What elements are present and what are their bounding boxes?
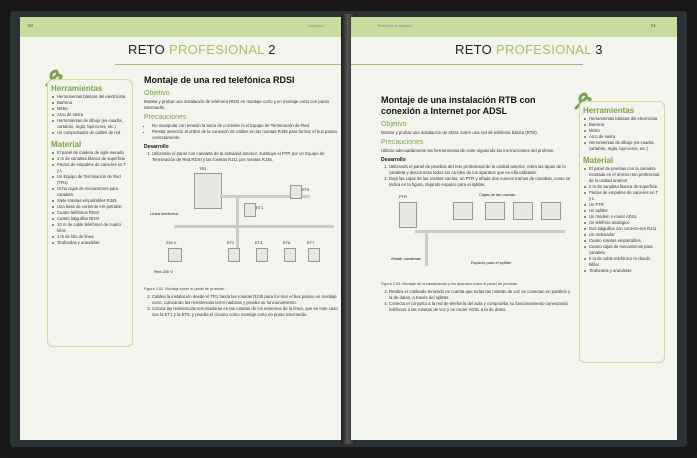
material-title: Material <box>51 140 82 149</box>
steps-list <box>381 164 571 188</box>
heading-rule <box>351 64 583 65</box>
material-item: Una base de corriente em-potrable <box>51 204 129 210</box>
material-list <box>583 166 661 274</box>
right-main-content <box>381 95 571 315</box>
herramientas-item: Herramientas de dibujo (es-cuadra, cartabón, regla, lapi-ceros, etc.) <box>583 140 661 152</box>
precauciones-title: Precauciones <box>144 114 187 121</box>
channel <box>174 225 334 228</box>
espacio-label: Espacio para el splitter <box>471 260 512 265</box>
cajas-label: Cajas de las rosetas <box>479 192 516 197</box>
material-item: 10 m de cable telefónico de cuatro hilos <box>51 222 129 234</box>
ptr-box <box>399 202 417 228</box>
reto-heading: RETO PROFESIONAL 3 <box>455 42 603 57</box>
et7-box <box>308 248 320 262</box>
desarrollo-title: Desarrollo <box>381 157 406 163</box>
material-item: El panel de madera de aglo-merado <box>51 150 129 156</box>
figure-diagram <box>144 165 340 285</box>
figure-caption: Figura 2.63. Montaje de la canalización y los aparatos sobre el panel de pruebas. <box>381 282 518 286</box>
right-page <box>351 17 677 440</box>
material-item: Un PTR <box>583 202 661 208</box>
herramientas-item: Herramientas básicas del electricista <box>51 94 129 100</box>
red230-label: Red 230 V <box>154 269 173 274</box>
page-title: Montaje de una red telefónica RDSI <box>144 75 295 85</box>
et1-box <box>244 203 256 217</box>
material-item: Ocho cajas de mecanismos para canaleta <box>51 186 129 198</box>
et6-label: ET6 <box>283 240 291 245</box>
herramientas-item: Herramientas básicas del electricista <box>583 116 661 122</box>
v230-label: 230 V <box>166 240 177 245</box>
step-item: 2. Cablea la instalación desde el TR1 hasta las rosetas RJ45 para for-mar el bus pasivo en montaje corto, colocando las resistencias termi-nadoras y prueba su funcionamiento. <box>152 294 340 306</box>
material-item: Un Equipo de Terminación de Red (TR1) <box>51 174 129 186</box>
et5-box <box>290 185 302 199</box>
objetivo-title: Objetivo <box>144 90 170 97</box>
heading-rule <box>115 64 346 65</box>
material-item: 2 m de canaleta blanca de superficie <box>583 184 661 190</box>
step-item: 2. Deja las cajas de las rosetas vacías, un PTR y añade dos nuevos tramos de canaleta, como se indica en la figura, dejando espacio para el splitter. <box>389 176 571 188</box>
herramientas-item: Metro <box>583 128 661 134</box>
roseta-box <box>541 202 561 220</box>
material-item: Cuatro latiguillos RDSI <box>51 216 129 222</box>
et3-box <box>256 248 268 262</box>
reto-heading: RETO PROFESIONAL 2 <box>128 42 276 57</box>
material-item: Piezas de empalme de cana-les en T y L <box>583 190 661 202</box>
herramientas-item: Herramientas de dibujo (es-cuadra, cartabón, regla, lapi-ceros, etc.) <box>51 118 129 130</box>
objetivo-title: Objetivo <box>381 121 407 128</box>
material-item: El panel de pruebas con la canaleta montada en el úl-timo reto profesional de la unidad anterior <box>583 166 661 184</box>
et2-label: ET2 <box>227 240 235 245</box>
herramientas-title: Herramientas <box>583 106 635 115</box>
herramientas-item: Un comprobador de cables de red <box>51 130 129 136</box>
steps-list-cont <box>144 294 340 318</box>
tools-sidebar <box>579 101 665 363</box>
objetivo-text: Montar y probar una instalación de ADSL sobre una red de telefonía básica (RTB). <box>381 130 538 135</box>
power-socket <box>168 248 182 262</box>
material-item: Siete rosetas empotrables RJ45 <box>51 198 129 204</box>
material-item: Tirafondos y arandelas <box>583 268 661 274</box>
running-head: Unidad 4 <box>308 23 325 28</box>
et5-label: ET5 <box>302 187 310 192</box>
material-item: Un módem o router ADSL <box>583 214 661 220</box>
herramientas-item: Arco de sierra <box>583 134 661 140</box>
page-number: 50 <box>28 23 34 28</box>
figure-caption: Figura 2.62. Montaje sobre el panel de pruebas. <box>144 287 225 291</box>
objetivo-text: Montar y probar una instalación de telefonía RDSI en montaje corto y en montaje corto con punto intermedio. <box>144 99 330 110</box>
herramientas-list <box>583 116 661 152</box>
material-item: Piezas de empalme de cana-les en T y L <box>51 162 129 174</box>
tr1-label: TR1 <box>199 166 207 171</box>
material-item: Cuatro teléfonos RDSI <box>51 210 129 216</box>
roseta-box <box>485 202 505 220</box>
material-item: Un ordenador <box>583 232 661 238</box>
material-item: Dos latiguillos con conecto-res RJ11 <box>583 226 661 232</box>
left-main-content <box>144 75 340 320</box>
desarrollo-title: Desarrollo <box>144 144 169 150</box>
channel <box>415 230 565 233</box>
anadir-label: Añadir canaletas <box>391 256 421 261</box>
herramientas-item: Barrena <box>51 100 129 106</box>
roseta-box <box>453 202 473 220</box>
herramientas-item: Metro <box>51 106 129 112</box>
header-band <box>20 17 346 37</box>
et6-box <box>284 248 296 262</box>
precauciones-item: • Prestar atención al orden de la conexión de cables en las rosetas RJ45 para formar el bus pasivo correctamente. <box>152 129 340 141</box>
material-item: Un splitter <box>583 208 661 214</box>
step-item: 1. Utilizando el panel de pruebas del reto profesional de la unidad anterior, retira las tapas de la canaleta y desconecta todos los ca-bles de los aparatos que en ella utilizaste. <box>389 164 571 176</box>
precauciones-list <box>144 123 340 141</box>
material-item: 5 m de cable telefónico re-dondo bifilar <box>583 256 661 268</box>
figure-diagram <box>381 190 571 280</box>
material-item: 3 m de canaleta blanca de superficie <box>51 156 129 162</box>
running-head: Telefonía avanzada <box>377 23 412 28</box>
steps-list-cont <box>381 289 571 313</box>
herramientas-title: Herramientas <box>51 84 103 93</box>
material-item: Cuatro cajas de mecanismos para canaleta <box>583 244 661 256</box>
tr1-box <box>194 173 222 209</box>
roseta-box <box>513 202 533 220</box>
precauciones-item: • No manipular con tensión la toma de corriente ni el Equipo de Terminación de Red. <box>152 123 340 129</box>
precauciones-title: Precauciones <box>381 139 424 146</box>
tools-sidebar <box>47 79 133 347</box>
et1-label: ET1 <box>256 205 264 210</box>
herramientas-item: Barrena <box>583 122 661 128</box>
et2-box <box>228 248 240 262</box>
herramientas-item: Arco de sierra <box>51 112 129 118</box>
page-number: 51 <box>651 23 657 28</box>
ptr-label: PTR <box>399 194 407 199</box>
material-item: Un teléfono analógico <box>583 220 661 226</box>
herramientas-list <box>51 94 129 136</box>
page-title: Montaje de una instalación RTB con conexión a Internet por ADSL <box>381 95 536 116</box>
material-item: Tirafondos y arandelas <box>51 240 129 246</box>
material-item: Cuatro rosetas empotrables <box>583 238 661 244</box>
step-item: 1. Utilizando el panel con canaleta de la actividad anterior, sustituye el PTR por un Equipo de Terminación de Red RDSI y las rosetas RJ11 por rosetas RJ45. <box>152 151 340 163</box>
step-item: 3. Realiza el cableado teniendo en cuenta que todas las rosetas de voz se conectan en paralelo y la de datos, a través del splitter. <box>389 289 571 301</box>
steps-list <box>144 151 340 163</box>
material-title: Material <box>583 156 614 165</box>
material-item: 1 m de hilo de línea <box>51 234 129 240</box>
precauciones-text: Utilizar adecuadamente las herramientas de corte siguiendo las ins-trucciones del profesor. <box>381 148 555 153</box>
left-page <box>20 17 346 440</box>
channel <box>425 230 428 266</box>
step-item: 4. Conecta el conjunto a la red de telefonía del aula y compruéba su funcionamiento conectando teléfonos a las rosetas de voz y un router ADSL a la de datos. <box>389 301 571 313</box>
material-list <box>51 150 129 246</box>
step-item: 3. Coloca las resistencias terminadoras en las rosetas de los extremos de la línea, que en este caso son la ET1 y la ET8, y prueba el circuito como montaje corto en punto intermedio. <box>152 306 340 318</box>
et7-label: ET7 <box>307 240 315 245</box>
linea-label: Línea telefónica <box>150 211 179 216</box>
et3-label: ET3 <box>255 240 263 245</box>
